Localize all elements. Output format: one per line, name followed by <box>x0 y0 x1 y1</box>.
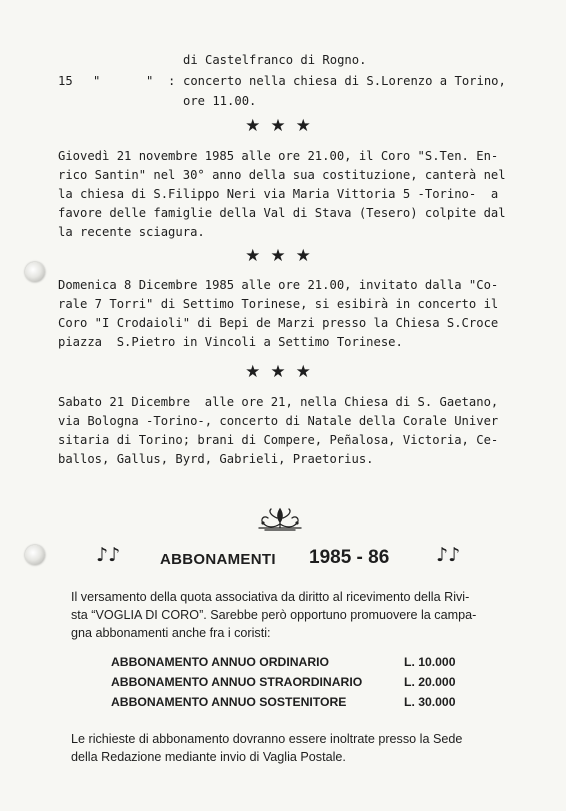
paragraph-line: Domenica 8 Dicembre 1985 alle ore 21.00, invitato dalla "Co- <box>58 278 499 292</box>
abbonamenti-closing-line: Le richieste di abbonamento dovranno essere inoltrate presso la Sede <box>71 732 463 746</box>
ditto-mark: " <box>146 74 154 88</box>
abbonamenti-closing-line: della Redazione mediante invio di Vaglia Postale. <box>71 750 346 764</box>
tier-price: L. 30.000 <box>404 695 456 709</box>
paragraph-line: sitaria di Torino; brani di Compere, Peñalosa, Victoria, Ce- <box>58 433 499 447</box>
star-separator: ★★★ <box>245 362 321 382</box>
paragraph-line: via Bologna -Torino-, concerto di Natale della Corale Univer <box>58 414 499 428</box>
schedule-time: ore 11.00. <box>183 94 257 108</box>
paragraph-line: Giovedì 21 novembre 1985 alle ore 21.00, il Coro "S.Ten. En- <box>58 149 499 163</box>
paragraph-line: Coro "I Crodaioli" di Bepi de Marzi presso la Chiesa S.Croce <box>58 316 499 330</box>
abbonamenti-title: ABBONAMENTI <box>160 551 276 568</box>
paragraph-line: favore delle famiglie della Val di Stava (Tesero) colpite dal <box>58 206 506 220</box>
schedule-day: 15 <box>58 74 73 88</box>
star-separator: ★★★ <box>245 116 321 136</box>
paragraph-line: la chiesa di S.Filippo Neri via Maria Vittoria 5 -Torino- a <box>58 187 499 201</box>
abbonamenti-intro-line: sta “VOGLIA DI CORO”. Sarebbe però opportuno promuovere la campa- <box>71 608 477 622</box>
floral-ornament-icon <box>255 506 305 532</box>
paragraph-line: rale 7 Torri" di Settimo Torinese, si esibirà in concerto il <box>58 297 499 311</box>
abbonamenti-intro-line: Il versamento della quota associativa da diritto al ricevimento della Rivi- <box>71 590 470 604</box>
schedule-continuation: di Castelfranco di Rogno. <box>183 53 367 67</box>
schedule-colon: : <box>168 74 176 88</box>
ditto-mark: " <box>93 74 101 88</box>
music-note-icon: ♪♪ <box>96 544 121 566</box>
star-separator: ★★★ <box>245 246 321 266</box>
tier-name: ABBONAMENTO ANNUO SOSTENITORE <box>111 695 347 709</box>
paragraph-line: rico Santin" nel 30° anno della sua costituzione, canterà nel <box>58 168 506 182</box>
paragraph-line: Sabato 21 Dicembre alle ore 21, nella Chiesa di S. Gaetano, <box>58 395 499 409</box>
tier-price: L. 10.000 <box>404 655 456 669</box>
paragraph-line: ballos, Gallus, Byrd, Gabrieli, Praetorius. <box>58 452 374 466</box>
music-note-icon: ♪♪ <box>436 544 461 566</box>
abbonamenti-year: 1985 - 86 <box>309 547 390 568</box>
tier-name: ABBONAMENTO ANNUO ORDINARIO <box>111 655 330 669</box>
abbonamenti-intro-line: gna abbonamenti anche fra i coristi: <box>71 626 271 640</box>
tier-name: ABBONAMENTO ANNUO STRAORDINARIO <box>111 675 363 689</box>
paragraph-line: la recente sciagura. <box>58 225 205 239</box>
tier-price: L. 20.000 <box>404 675 456 689</box>
punch-hole-icon <box>25 545 45 565</box>
schedule-event: concerto nella chiesa di S.Lorenzo a Torino, <box>183 74 506 88</box>
paragraph-line: piazza S.Pietro in Vincoli a Settimo Torinese. <box>58 335 403 349</box>
